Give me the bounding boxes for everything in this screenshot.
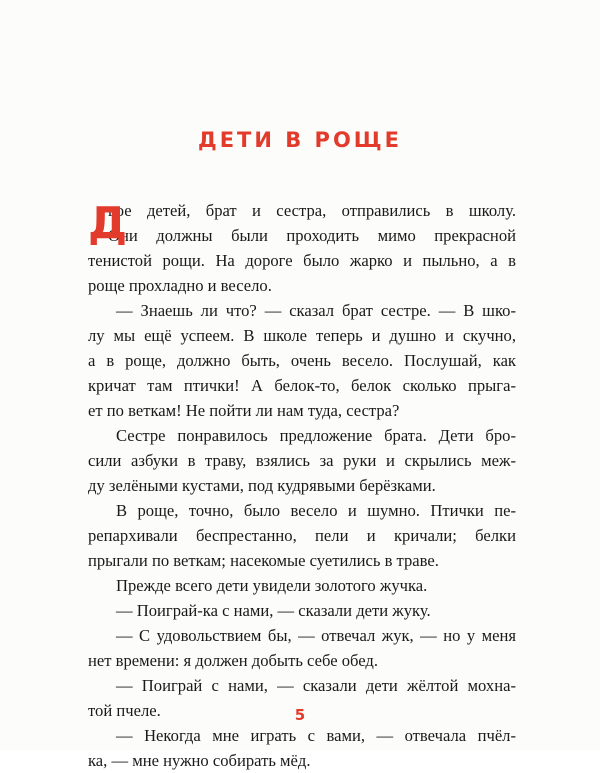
story-title: ДЕТИ В РОЩЕ (197, 128, 402, 152)
text-line: кричат там птички! А белок-то, белок сколько прыга- (88, 376, 516, 395)
text-line: роще прохладно и весело. (88, 276, 272, 295)
text-line: той пчеле. (88, 701, 161, 720)
text-line: — С удовольствием бы, — отвечал жук, — но у меня (116, 626, 516, 645)
text-line: Сестре понравилось предложение брата. Дети бро- (116, 426, 516, 445)
text-line: — Знаешь ли что? — сказал брат сестре. — В шко- (116, 301, 516, 320)
text-line: вое детей, брат и сестра, отправились в школу. (108, 201, 516, 220)
text-line: Они должны были проходить мимо прекрасной (108, 226, 516, 245)
story-text (88, 198, 516, 773)
text-line: — Некогда мне играть с вами, — отвечала пчёл- (116, 726, 516, 745)
text-line: тенистой рощи. На дороге было жарко и пыльно, а в (88, 251, 516, 270)
text-line: — Поиграй-ка с нами, — сказали дети жуку. (116, 601, 431, 620)
text-line: сили азбуки в траву, взялись за руки и скрылись меж- (88, 451, 516, 470)
text-line: — Поиграй с нами, — сказали дети жёлтой мохна- (116, 676, 516, 695)
text-line: репархивали беспрестанно, пели и кричали; белки (88, 526, 516, 545)
page-number: 5 (294, 706, 306, 724)
text-line: прыгали по веткам; насекомые суетились в траве. (88, 551, 439, 570)
drop-cap: Д (88, 198, 128, 249)
text-line: нет времени: я должен добыть себе обед. (88, 651, 378, 670)
text-line: ка, — мне нужно собирать мёд. (88, 751, 311, 770)
text-line: ду зелёными кустами, под кудрявыми берёзками. (88, 476, 436, 495)
text-line: а в роще, должно быть, очень весело. Послушай, как (88, 351, 516, 370)
text-line: ет по веткам! Не пойти ли нам туда, сестра? (88, 401, 400, 420)
text-line: лу мы ещё успеем. В школе теперь и душно и скучно, (88, 326, 516, 345)
text-line: Прежде всего дети увидели золотого жучка. (116, 576, 428, 595)
text-line: В роще, точно, было весело и шумно. Птички пе- (116, 501, 516, 520)
